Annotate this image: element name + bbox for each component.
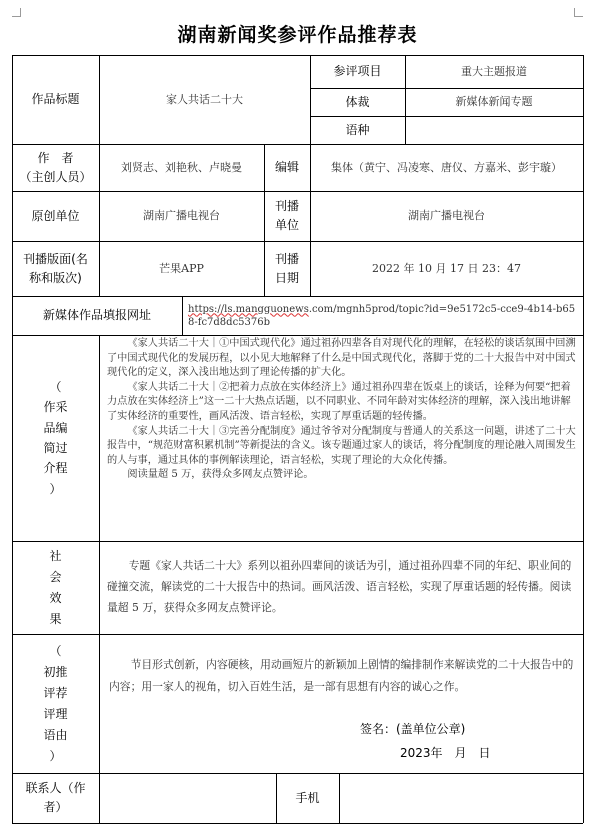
value-work-title: 家人共话二十大 xyxy=(166,92,243,106)
label-work-title: 作品标题 xyxy=(31,92,80,107)
label-publish-date: 刊播 日期 xyxy=(274,251,299,285)
label-award-category: 参评项目 xyxy=(333,64,382,79)
url-part: .com/mgnh5prod/topic?id=9e5172c5-cce9-4b14-b658-fc7d8dc5376b xyxy=(188,303,576,328)
value-genre: 新媒体新闻专题 xyxy=(455,95,533,109)
social-effect-paragraph: 专题《家人共话二十大》系列以祖孙四辈间的谈话为引，通过祖孙四辈不同的年纪、职业间的碰撞交流，解读党的二十大报告中的热词。画风活泼、语言轻松，实现了厚重话题的轻传播。阅读量超 5 万，获得众多网友点赞评论。 xyxy=(107,559,572,614)
label-publish-unit: 刊播 单位 xyxy=(274,199,299,232)
signature-line: 签名：(盖单位公章) xyxy=(360,721,466,736)
corner-mark xyxy=(12,8,21,17)
label-genre: 体裁 xyxy=(345,94,370,109)
label-original-unit: 原创单位 xyxy=(31,208,80,223)
value-publish-section: 芒果APP xyxy=(159,261,204,275)
signature-date: 2023年 月 日 xyxy=(400,745,491,760)
intro-paragraph: 《家人共话二十大｜③完善分配制度》通过爷爷对分配制度与普通人的关系这一问题，讲述了二十大报告中，“规范财富积累机制”等新提法的含义。该专题通过家人的谈话，将分配制度的理论融入周围发生的人与事，通过具体的事例解读理论，语言轻松，实现了理论的大众化传播。 xyxy=(107,425,576,466)
value-award-category: 重大主题报道 xyxy=(461,64,527,78)
page-title: 湖南新闻奖参评作品推荐表 xyxy=(177,24,418,46)
value-publish-unit: 湖南广播电视台 xyxy=(408,209,485,223)
value-publish-date: 2022 年 10 月 17 日 23：47 xyxy=(372,261,521,275)
label-publish-section: 刊播版面(名 称和版次) xyxy=(23,251,88,285)
url-part: https://ls.mangguonews xyxy=(188,303,309,315)
label-author: 作 者 （主创人员） xyxy=(19,150,92,184)
label-intro: （ 作采 品编 简过 介程 ） xyxy=(43,379,68,496)
intro-text xyxy=(99,335,583,541)
social-effect-text xyxy=(99,541,583,634)
recommendation-paragraph: 节目形式创新，内容硬核，用动画短片的新颖加上剧情的编排制作来解读党的二十大报告中的内容；用一家人的视角，切入百姓生活，是一部有思想有内容的诚心之作。 xyxy=(109,658,574,693)
label-social-effect: 社 会 效 果 xyxy=(49,548,62,626)
corner-mark xyxy=(574,8,583,17)
value-editors: 集体（黄宁、冯凌寒、唐仪、方嘉米、彭宇璇） xyxy=(331,160,562,174)
label-language: 语种 xyxy=(345,122,370,137)
value-original-unit: 湖南广播电视台 xyxy=(143,209,220,223)
value-mobile xyxy=(339,773,583,823)
value-authors: 刘贤志、刘艳秋、卢晓曼 xyxy=(121,160,242,174)
intro-paragraph: 《家人共话二十大｜②把着力点放在实体经济上》通过祖孙四辈在饭桌上的谈话，诠释为何要“把着力点放在实体经济上”这一二十大热点话题，以不同职业、不同年龄对实体经济的理解，深入浅出地讲解了实体经济的重要性，画风活泼、语言轻松，实现了厚重话题的轻传播。 xyxy=(107,381,571,422)
label-new-media-url: 新媒体作品填报网址 xyxy=(42,308,151,323)
intro-paragraph: 《家人共话二十大｜①中国式现代化》通过祖孙四辈各自对现代化的理解，在轻松的谈话氛围中回溯了中国式现代化的发展历程，以小见大地解释了什么是中国式现代化，落脚于党的二十大报告中对中国式现代化的定义，深入浅出地达到了理论传播的扩大化。 xyxy=(107,338,576,379)
label-editor: 编辑 xyxy=(274,160,299,175)
intro-paragraph: 阅读量超 5 万，获得众多网友点赞评论。 xyxy=(127,469,314,481)
label-recommendation: （ 初推 评荐 评理 语由 ） xyxy=(43,643,68,763)
label-mobile: 手机 xyxy=(295,790,320,805)
value-language xyxy=(405,116,583,144)
value-contact xyxy=(99,773,276,823)
label-contact: 联系人（作 者） xyxy=(25,781,86,814)
new-media-url-link[interactable] xyxy=(182,296,583,335)
